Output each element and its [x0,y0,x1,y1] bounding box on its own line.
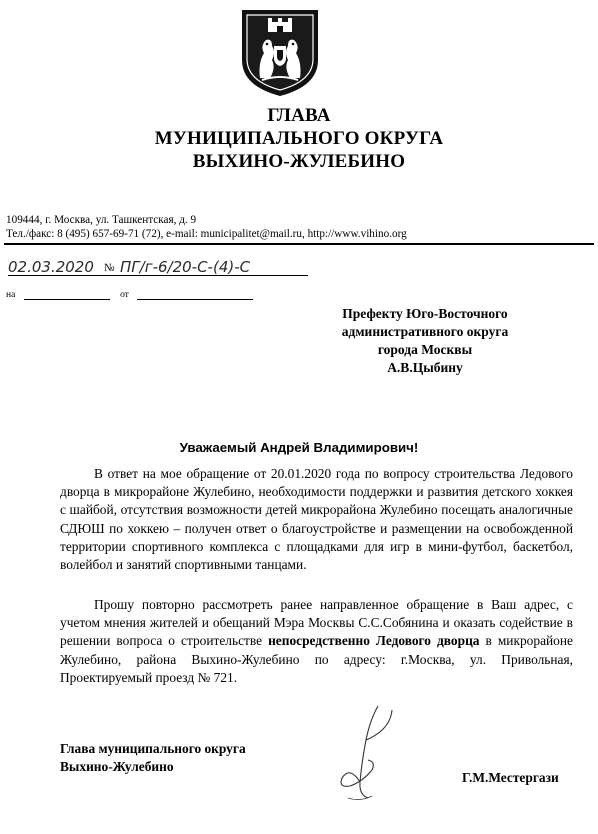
paragraph2-emphasis: непосредственно Ледового дворца [268,633,480,649]
recipient-line2: административного округа [341,324,509,339]
greeting: Уважаемый Андрей Владимирович! [179,440,419,455]
recipient-line1: Префекту Юго-Восточного [342,306,508,321]
header-title-line1: ГЛАВА [267,105,331,126]
on-blank [24,290,110,300]
header-address: 109444, г. Москва, ул. Ташкентская, д. 9 [6,214,197,226]
body-paragraph-1: В ответ на мое обращение от 20.01.2020 года по вопросу строительства Ледового дворца в микрорайоне Жулебино, необходимости поддержки и развития детского хоккея с шайбой, отсутствия возможности детей микрорайона Жулебино посещать аналогичные СДЮШ по хоккею – получен ответ о благоустройстве и размещении на освобожденной территории спортивного комплекса с площадками для игр в мини-футбол, баскетбол, волейбол и занятий спортивными танцами. [60,466,573,573]
header-title-line2: МУНИЦИПАЛЬНОГО ОКРУГА [154,128,444,149]
header-title-line3: ВЫХИНО-ЖУЛЕБИНО [192,151,406,172]
handwritten-signature-icon [320,700,430,810]
registration-reference-line [6,290,253,300]
recipient-line3: города Москвы [377,342,473,357]
header-contacts: Тел./факс: 8 (495) 657-69-71 (72), e-mail: municipalitet@mail.ru, http://www.vihino.org [6,228,407,240]
signatory-title-line1: Глава муниципального округа [60,741,246,756]
registration-underline [8,275,308,276]
paragraph2-text-end: в микрорайоне Жулебино, района Выхино-Жулебино по адресу: г.Москва, ул. Привольная, Проектируемый проезд № 721. [60,633,573,685]
recipient-line4: А.В.Цыбину [387,360,463,375]
on-label: на [6,290,16,300]
from-blank [137,290,253,300]
number-mark: № [104,262,115,274]
coat-of-arms-icon [238,8,322,98]
from-label: от [120,290,129,300]
paragraph2-text-start: Прошу повторно рассмотреть ранее направленное обращение в Ваш адрес, с учетом мнения жителей и обещаний Мэра Москвы С.С.Собянина и оказать содействие в решении вопроса о строительстве [60,597,573,649]
header-divider [4,243,594,245]
signatory-title-line2: Выхино-Жулебино [60,759,174,774]
handwritten-number: ПГ/г-6/20-С-(4)-С [120,258,251,276]
handwritten-date: 02.03.2020 [8,258,94,276]
signatory-name: Г.М.Местергази [462,770,559,785]
body-paragraph-2 [60,596,573,687]
